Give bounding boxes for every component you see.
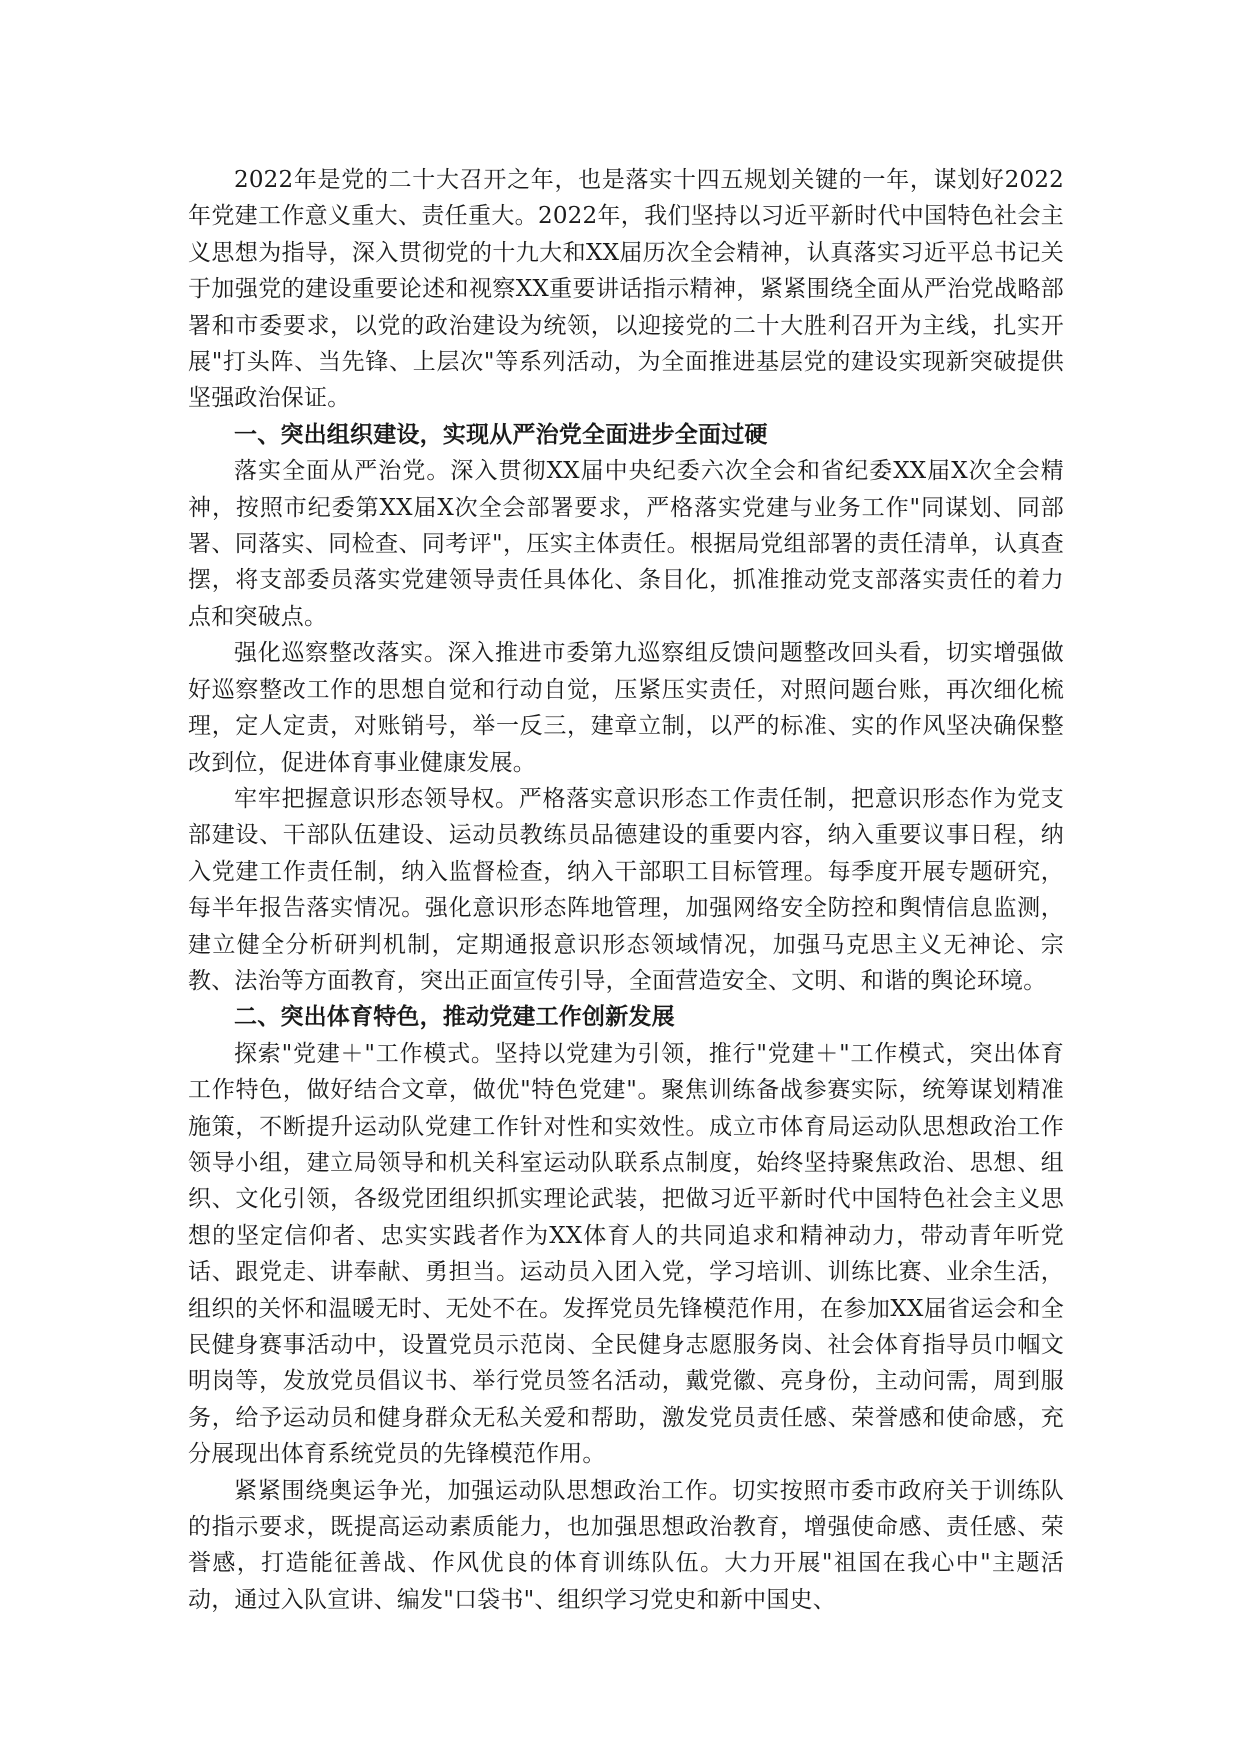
section-heading-2: 二、突出体育特色，推动党建工作创新发展 — [234, 1003, 675, 1031]
section1-paragraph-1: 落实全面从严治党。深入贯彻XX届中央纪委六次全会和省纪委XX届X次全会精神，按照市纪委第XX届X次全会部署要求，严格落实党建与业务工作"同谋划、同部署、同落实、同检查、同考评"，压实主体责任。根据局党组部署的责任清单，认真查摆，将支部委员落实党建领导责任具体化、条目化，抓准推动党支部落实责任的着力点和突破点。 — [188, 458, 1064, 630]
section1-paragraph-3: 牢牢把握意识形态领导权。严格落实意识形态工作责任制，把意识形态作为党支部建设、干部队伍建设、运动员教练员品德建设的重要内容，纳入重要议事日程，纳入党建工作责任制，纳入监督检查，纳入干部职工目标管理。每季度开展专题研究，每半年报告落实情况。强化意识形态阵地管理，加强网络安全防控和舆情信息监测，建立健全分析研判机制，定期通报意识形态领域情况，加强马克思主义无神论、宗教、法治等方面教育，突出正面宣传引导，全面营造安全、文明、和谐的舆论环境。 — [188, 785, 1064, 994]
document-page — [188, 162, 1064, 1618]
intro-paragraph: 2022年是党的二十大召开之年，也是落实十四五规划关键的一年，谋划好2022年党建工作意义重大、责任重大。2022年，我们坚持以习近平新时代中国特色社会主义思想为指导，深入贯彻党的十九大和XX届历次全会精神，认真落实习近平总书记关于加强党的建设重要论述和视察XX重要讲话指示精神，紧紧围绕全面从严治党战略部署和市委要求，以党的政治建设为统领，以迎接党的二十大胜利召开为主线，扎实开展"打头阵、当先锋、上层次"等系列活动，为全面推进基层党的建设实现新突破提供坚强政治保证。 — [188, 167, 1064, 412]
section1-paragraph-2: 强化巡察整改落实。深入推进市委第九巡察组反馈问题整改回头看，切实增强做好巡察整改工作的思想自觉和行动自觉，压紧压实责任，对照问题台账，再次细化梳理，定人定责，对账销号，举一反三，建章立制，以严的标准、实的作风坚决确保整改到位，促进体育事业健康发展。 — [188, 640, 1064, 776]
section2-paragraph-1: 探索"党建＋"工作模式。坚持以党建为引领，推行"党建＋"工作模式，突出体育工作特色，做好结合文章，做优"特色党建"。聚焦训练备战参赛实际，统筹谋划精准施策，不断提升运动队党建工作针对性和实效性。成立市体育局运动队思想政治工作领导小组，建立局领导和机关科室运动队联系点制度，始终坚持聚焦政治、思想、组织、文化引领，各级党团组织抓实理论武装，把做习近平新时代中国特色社会主义思想的坚定信仰者、忠实实践者作为XX体育人的共同追求和精神动力，带动青年听党话、跟党走、讲奉献、勇担当。运动员入团入党，学习培训、训练比赛、业余生活，组织的关怀和温暖无时、无处不在。发挥党员先锋模范作用，在参加XX届省运会和全民健身赛事活动中，设置党员示范岗、全民健身志愿服务岗、社会体育指导员巾帼文明岗等，发放党员倡议书、举行党员签名活动，戴党徽、亮身份，主动问需，周到服务，给予运动员和健身群众无私关爱和帮助，激发党员责任感、荣誉感和使命感，充分展现出体育系统党员的先锋模范作用。 — [188, 1040, 1064, 1468]
section2-paragraph-2: 紧紧围绕奥运争光，加强运动队思想政治工作。切实按照市委市政府关于训练队的指示要求，既提高运动素质能力，也加强思想政治教育，增强使命感、责任感、荣誉感，打造能征善战、作风优良的体育训练队伍。大力开展"祖国在我心中"主题活动，通过入队宣讲、编发"口袋书"、组织学习党史和新中国史、 — [188, 1477, 1064, 1613]
section-heading-1: 一、突出组织建设，实现从严治党全面进步全面过硬 — [234, 420, 768, 448]
